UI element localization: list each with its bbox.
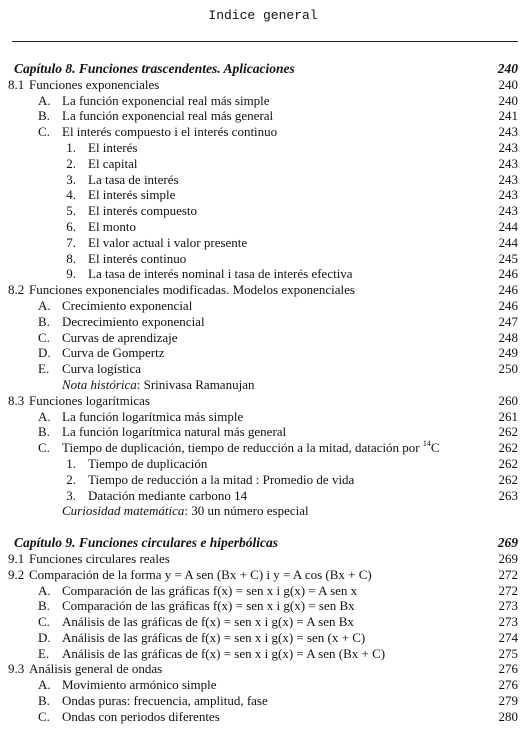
toc-entry — [0, 330, 526, 346]
entry-number: 8.2 — [8, 282, 25, 298]
entry-text: Funciones exponenciales modificadas. Modelos exponenciales — [29, 282, 355, 298]
entry-title — [62, 124, 277, 140]
entry-number: 8.3 — [8, 392, 25, 408]
entry-title — [88, 266, 353, 282]
entry-number: C. — [38, 614, 50, 630]
entry-title — [29, 282, 355, 298]
entry-title — [62, 108, 273, 124]
entry-text: Curvas de aprendizaje — [62, 329, 178, 345]
entry-text: Curva de Gompertz — [62, 345, 165, 361]
entry-text: La función logarítmica más simple — [62, 408, 244, 424]
entry-title — [62, 361, 141, 377]
toc-entry — [0, 488, 526, 504]
toc-entry — [0, 424, 526, 440]
page-number: 246 — [498, 282, 518, 298]
page-number: 262 — [498, 455, 518, 471]
page-number: 262 — [498, 471, 518, 487]
page-number: 273 — [498, 598, 518, 614]
page-number: 279 — [498, 693, 518, 709]
entry-text: Análisis de las gráficas de f(x) = sen x i g(x) = A sen Bx — [62, 614, 354, 630]
page-number: 243 — [498, 124, 518, 140]
toc-chapter — [0, 535, 526, 551]
entry-title — [62, 614, 354, 630]
toc-entry — [0, 282, 526, 298]
entry-text: Comparación de las gráficas f(x) = sen x i g(x) = A sen x — [62, 582, 358, 598]
entry-text: La tasa de interés nominal i tasa de interés efectiva — [88, 266, 353, 282]
toc-chapter — [0, 61, 526, 77]
entry-title — [88, 187, 175, 203]
entry-title — [62, 598, 355, 614]
entry-text: El interés simple — [88, 187, 176, 203]
toc-entry — [0, 124, 526, 140]
entry-number: A. — [38, 92, 51, 108]
entry-title — [62, 677, 217, 693]
toc-entry — [0, 140, 526, 156]
entry-number: C. — [38, 440, 50, 456]
entry-number: 9. — [66, 266, 76, 282]
page-number: 246 — [498, 266, 518, 282]
spacer — [0, 519, 526, 535]
entry-title — [62, 330, 178, 346]
entry-number: C. — [38, 708, 50, 724]
page-number: 275 — [498, 645, 518, 661]
entry-number: 2. — [66, 155, 76, 171]
entry-number: 2. — [66, 471, 76, 487]
page-number: 260 — [498, 392, 518, 408]
page-number: 261 — [498, 408, 518, 424]
toc-entry — [0, 77, 526, 93]
entry-text: Funciones logarítmicas — [29, 392, 150, 408]
toc-entry — [0, 172, 526, 188]
entry-title — [29, 393, 150, 409]
entry-text: El capital — [88, 155, 138, 171]
entry-number: A. — [38, 297, 51, 313]
page-number: 272 — [498, 582, 518, 598]
entry-number: 1. — [66, 139, 76, 155]
entry-number: D. — [38, 629, 51, 645]
page-number: 276 — [498, 661, 518, 677]
toc-entry — [0, 567, 526, 583]
toc-entry — [0, 614, 526, 630]
toc-entry — [0, 187, 526, 203]
entry-text: Análisis general de ondas — [29, 661, 163, 677]
toc-entry — [0, 361, 526, 377]
entry-title — [62, 93, 270, 109]
entry-number: 3. — [66, 171, 76, 187]
toc-entry — [0, 219, 526, 235]
entry-title — [62, 630, 365, 646]
toc-entry — [0, 235, 526, 251]
entry-number: D. — [38, 345, 51, 361]
entry-title — [29, 567, 372, 583]
page-number: 248 — [498, 329, 518, 345]
header-rule — [12, 41, 518, 42]
entry-title — [88, 140, 137, 156]
entry-text: La función logarítmica natural más general — [62, 424, 287, 440]
entry-title — [88, 456, 207, 472]
entry-number: 8.1 — [8, 76, 25, 92]
entry-title — [62, 646, 385, 662]
page-number: 244 — [498, 234, 518, 250]
entry-text: La función exponencial real más general — [62, 108, 274, 124]
entry-suffix: C — [430, 440, 440, 456]
entry-text: Comparación de las gráficas f(x) = sen x i g(x) = sen Bx — [62, 598, 355, 614]
note-label: Nota histórica — [62, 376, 137, 392]
toc-entry — [0, 677, 526, 693]
page-number: 280 — [498, 708, 518, 724]
entry-number: 9.1 — [8, 550, 25, 566]
entry-title — [62, 709, 220, 725]
entry-title — [62, 440, 440, 456]
page-number: 243 — [498, 171, 518, 187]
chapter-title — [14, 535, 278, 551]
entry-number: B. — [38, 313, 50, 329]
entry-number: A. — [38, 582, 51, 598]
entry-title — [29, 661, 162, 677]
entry-number: B. — [38, 693, 50, 709]
toc-entry — [0, 251, 526, 267]
toc-entry — [0, 298, 526, 314]
note-text: : Srinivasa Ramanujan — [136, 376, 255, 392]
entry-text: Funciones circulares reales — [29, 550, 170, 566]
toc-entry — [0, 377, 526, 393]
entry-text: El interés — [88, 139, 138, 155]
toc-entry — [0, 108, 526, 124]
toc-entry — [0, 456, 526, 472]
entry-text: Tiempo de duplicación — [88, 455, 208, 471]
toc-entry — [0, 266, 526, 282]
page-number: 272 — [498, 566, 518, 582]
entry-note — [62, 503, 309, 519]
toc-entry — [0, 598, 526, 614]
entry-number: E. — [38, 361, 50, 377]
entry-title — [88, 251, 186, 267]
entry-text: Funciones exponenciales — [29, 76, 160, 92]
page-number: 243 — [498, 139, 518, 155]
entry-text: Movimiento armónico simple — [62, 677, 217, 693]
toc-entry — [0, 393, 526, 409]
table-of-contents — [0, 61, 526, 725]
page-number: 269 — [498, 550, 518, 566]
note-label: Curiosidad matemática — [62, 503, 185, 519]
entry-title — [88, 488, 247, 504]
page-number: 274 — [498, 629, 518, 645]
entry-text: La función exponencial real más simple — [62, 92, 270, 108]
entry-number: 4. — [66, 187, 76, 203]
entry-title — [62, 583, 357, 599]
entry-title — [62, 298, 192, 314]
entry-title — [88, 172, 179, 188]
page-number: 273 — [498, 614, 518, 630]
toc-entry — [0, 630, 526, 646]
entry-title — [88, 203, 197, 219]
entry-text: Curva logística — [62, 361, 142, 377]
page-header: Indice general — [208, 8, 318, 23]
page-number: 245 — [498, 250, 518, 266]
entry-number: A. — [38, 677, 51, 693]
toc-entry — [0, 409, 526, 425]
entry-text: El interés continuo — [88, 250, 187, 266]
toc-entry — [0, 693, 526, 709]
toc-entry — [0, 93, 526, 109]
entry-number: 8. — [66, 250, 76, 266]
entry-text: Capítulo 8. Funciones trascendentes. Aplicaciones — [14, 61, 295, 76]
toc-entry — [0, 583, 526, 599]
page-number: 241 — [498, 108, 518, 124]
entry-number: 9.2 — [8, 566, 25, 582]
superscript: 14 — [422, 439, 431, 449]
toc-entry — [0, 646, 526, 662]
toc-entry — [0, 661, 526, 677]
entry-number: A. — [38, 408, 51, 424]
entry-number: 9.3 — [8, 661, 25, 677]
page-number: 263 — [498, 487, 518, 503]
toc-entry — [0, 345, 526, 361]
entry-title — [62, 345, 165, 361]
entry-title — [29, 77, 159, 93]
entry-text: El monto — [88, 218, 137, 234]
entry-text: Comparación de la forma y = A sen (Bx + C) i y = A cos (Bx + C) — [29, 566, 372, 582]
entry-text: Ondas con periodos diferentes — [62, 708, 220, 724]
page-number: 262 — [498, 440, 518, 456]
toc-entry — [0, 440, 526, 456]
entry-text: Crecimiento exponencial — [62, 297, 193, 313]
entry-number: 5. — [66, 203, 76, 219]
page-number: 250 — [498, 361, 518, 377]
entry-text: Tiempo de reducción a la mitad : Promedio de vida — [88, 471, 355, 487]
entry-text: Datación mediante carbono 14 — [88, 487, 248, 503]
toc-entry — [0, 156, 526, 172]
entry-number: 3. — [66, 487, 76, 503]
entry-number: C. — [38, 124, 50, 140]
entry-title — [62, 693, 268, 709]
entry-title — [88, 472, 354, 488]
entry-title — [88, 219, 136, 235]
entry-number: B. — [38, 424, 50, 440]
entry-text: Ondas puras: frecuencia, amplitud, fase — [62, 693, 268, 709]
entry-title — [88, 156, 137, 172]
page-number: 240 — [497, 61, 518, 76]
entry-number: 1. — [66, 455, 76, 471]
page-number: 247 — [498, 313, 518, 329]
page-number: 276 — [498, 677, 518, 693]
entry-text: El valor actual i valor presente — [88, 234, 248, 250]
entry-title — [88, 235, 247, 251]
entry-number: 6. — [66, 218, 76, 234]
toc-entry — [0, 709, 526, 725]
chapter-title — [14, 61, 295, 77]
entry-text: La tasa de interés — [88, 171, 179, 187]
entry-text: Análisis de las gráficas de f(x) = sen x i g(x) = sen (x + C) — [62, 629, 366, 645]
entry-number: B. — [38, 598, 50, 614]
toc-entry — [0, 203, 526, 219]
entry-text: Decrecimiento exponencial — [62, 313, 205, 329]
page-number: 246 — [498, 297, 518, 313]
entry-title — [62, 314, 205, 330]
page-number: 244 — [498, 218, 518, 234]
page-number: 240 — [498, 76, 518, 92]
entry-number: B. — [38, 108, 50, 124]
note-text: : 30 un número especial — [184, 503, 309, 519]
entry-number: 7. — [66, 234, 76, 250]
toc-entry — [0, 314, 526, 330]
page-number: 240 — [498, 92, 518, 108]
page-number: 243 — [498, 203, 518, 219]
entry-title — [29, 551, 170, 567]
page-number: 262 — [498, 424, 518, 440]
toc-entry — [0, 472, 526, 488]
entry-title — [62, 424, 286, 440]
toc-entry — [0, 551, 526, 567]
entry-number: C. — [38, 329, 50, 345]
page-number: 249 — [498, 345, 518, 361]
entry-title — [62, 409, 243, 425]
entry-text: Análisis de las gráficas de f(x) = sen x i g(x) = A sen (Bx + C) — [62, 645, 386, 661]
page-number: 269 — [497, 535, 518, 551]
entry-note — [62, 377, 254, 393]
entry-number: E. — [38, 645, 50, 661]
page-number: 243 — [498, 155, 518, 171]
entry-text: El interés compuesto — [88, 203, 198, 219]
page-number: 243 — [498, 187, 518, 203]
entry-text: El interés compuesto i el interés continuo — [62, 124, 278, 140]
entry-text: Tiempo de duplicación, tiempo de reducción a la mitad, datación por — [62, 440, 423, 456]
toc-entry — [0, 503, 526, 519]
entry-text: Capítulo 9. Funciones circulares e hiperbólicas — [14, 535, 279, 551]
